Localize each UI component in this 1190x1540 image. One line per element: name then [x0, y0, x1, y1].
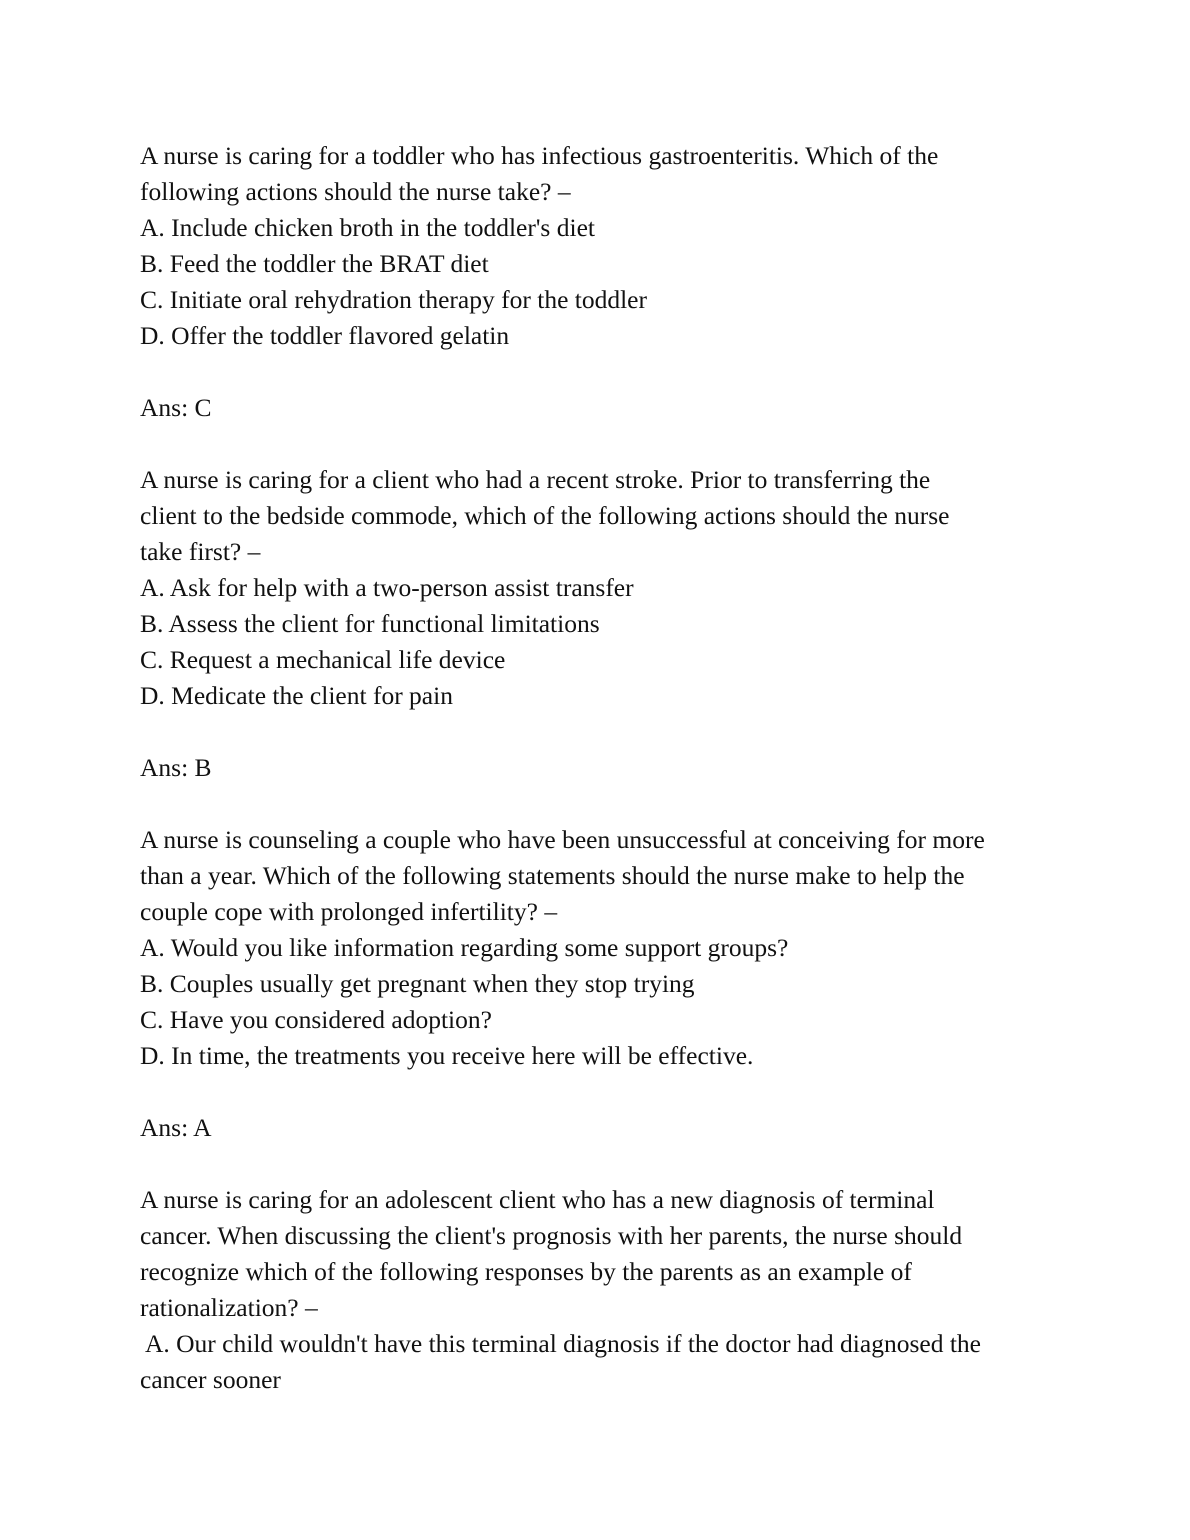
option-b: B. Couples usually get pregnant when they stop trying: [140, 969, 695, 998]
question-stem-line: cancer. When discussing the client's prognosis with her parents, the nurse should: [140, 1221, 963, 1250]
question-stem-line: take first? –: [140, 537, 261, 566]
question-block-1: [140, 138, 1060, 462]
answer-text: Ans: C: [140, 393, 212, 422]
question-stem-line: rationalization? –: [140, 1293, 318, 1322]
question-stem-line: client to the bedside commode, which of the following actions should the nurse: [140, 501, 950, 530]
option-a: A. Include chicken broth in the toddler's diet: [140, 213, 595, 242]
option-c: C. Have you considered adoption?: [140, 1005, 492, 1034]
question-stem-line: A nurse is counseling a couple who have been unsuccessful at conceiving for more: [140, 825, 985, 854]
answer-text: Ans: B: [140, 753, 212, 782]
option-b: B. Feed the toddler the BRAT diet: [140, 249, 489, 278]
option-a: A. Ask for help with a two-person assist transfer: [140, 573, 634, 602]
option-a-continued: cancer sooner: [140, 1365, 281, 1394]
spacer: [140, 1146, 1060, 1182]
spacer: [140, 786, 1060, 822]
option-b: B. Assess the client for functional limitations: [140, 609, 600, 638]
spacer: [140, 1074, 1060, 1110]
option-d: D. In time, the treatments you receive here will be effective.: [140, 1041, 754, 1070]
spacer: [140, 354, 1060, 390]
question-stem-line: couple cope with prolonged infertility? –: [140, 897, 558, 926]
option-c: C. Initiate oral rehydration therapy for the toddler: [140, 285, 647, 314]
document-page: [140, 138, 1060, 1398]
question-stem-line: A nurse is caring for a client who had a recent stroke. Prior to transferring the: [140, 465, 931, 494]
spacer: [140, 714, 1060, 750]
spacer: [140, 426, 1060, 462]
option-a: A. Would you like information regarding some support groups?: [140, 933, 789, 962]
question-block-3: [140, 822, 1060, 1182]
answer-text: Ans: A: [140, 1113, 212, 1142]
option-c: C. Request a mechanical life device: [140, 645, 506, 674]
question-stem-line: A nurse is caring for an adolescent client who has a new diagnosis of terminal: [140, 1185, 935, 1214]
question-block-4: [140, 1182, 1060, 1398]
option-a: A. Our child wouldn't have this terminal diagnosis if the doctor had diagnosed the: [140, 1329, 981, 1358]
question-stem-line: A nurse is caring for a toddler who has infectious gastroenteritis. Which of the: [140, 141, 939, 170]
question-stem-line: than a year. Which of the following statements should the nurse make to help the: [140, 861, 965, 890]
option-d: D. Medicate the client for pain: [140, 681, 453, 710]
question-block-2: [140, 462, 1060, 822]
question-stem-line: recognize which of the following responses by the parents as an example of: [140, 1257, 912, 1286]
option-d: D. Offer the toddler flavored gelatin: [140, 321, 510, 350]
question-stem-line: following actions should the nurse take? –: [140, 177, 571, 206]
